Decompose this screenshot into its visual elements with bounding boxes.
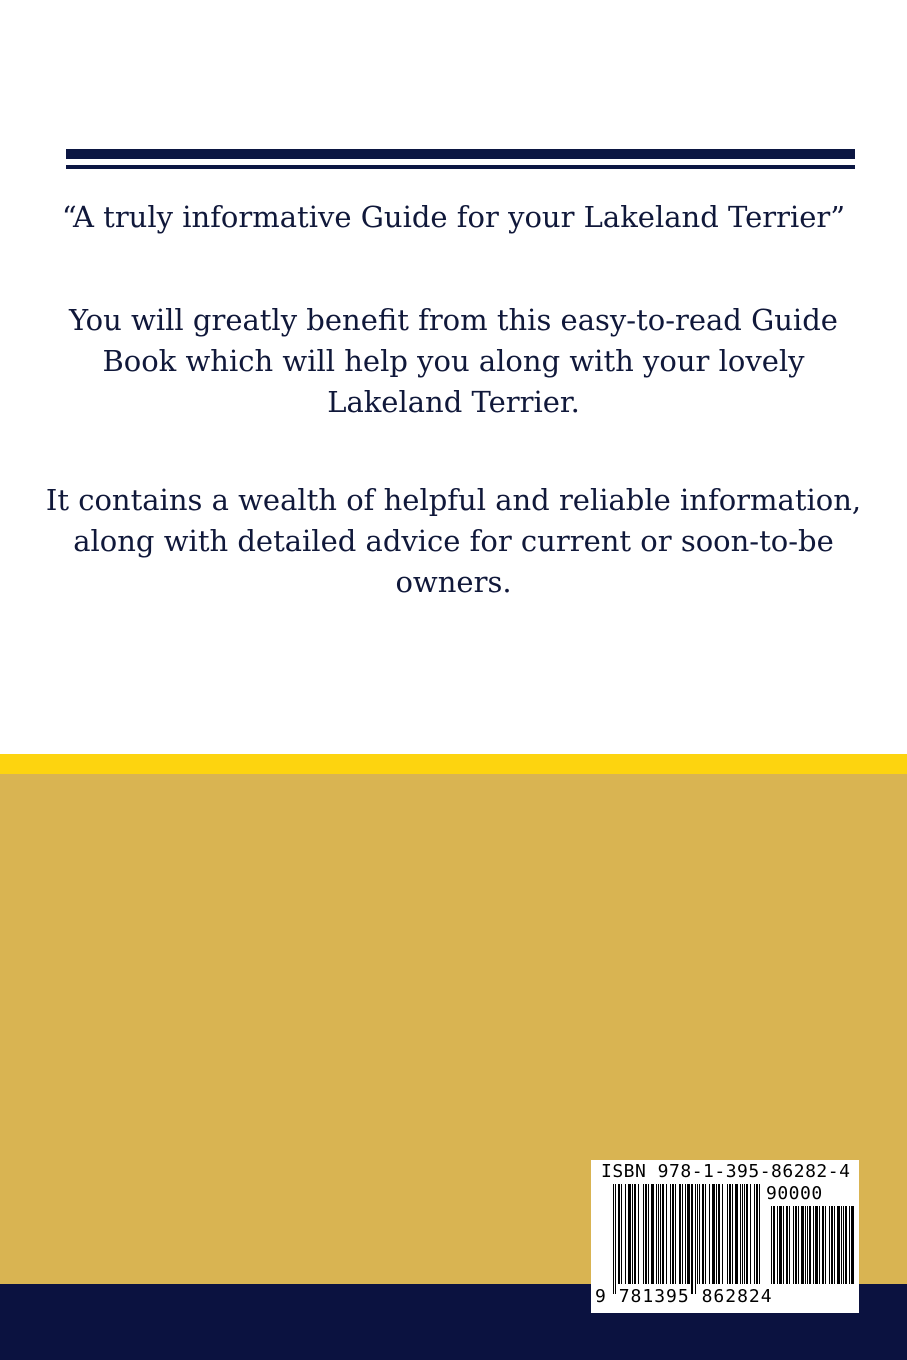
barcode-bar	[740, 1184, 741, 1284]
ean-lead-digit: 9	[595, 1286, 607, 1307]
barcode-bar	[845, 1206, 847, 1284]
barcode-bar	[643, 1184, 644, 1284]
description-line: Book which will help you along with your lovely	[102, 344, 805, 378]
top-rule-thin	[66, 165, 855, 169]
top-rule-thick	[66, 149, 855, 159]
barcode-bar	[615, 1184, 616, 1294]
barcode-bar	[841, 1206, 842, 1284]
barcode-bar	[672, 1184, 674, 1284]
addon-barcode-bars	[771, 1206, 855, 1294]
barcode-bar	[843, 1206, 844, 1284]
barcode-bar	[648, 1184, 649, 1284]
barcode-bar	[783, 1206, 784, 1284]
ean-left-digits: 781395	[618, 1286, 690, 1307]
barcode-bar	[685, 1184, 686, 1284]
barcode-bar	[632, 1184, 633, 1284]
ean-barcode-bars	[613, 1184, 761, 1294]
barcode-bar	[621, 1184, 622, 1284]
description-line: You will greatly benefit from this easy-to-read Guide	[69, 303, 838, 337]
barcode-bar	[628, 1184, 631, 1284]
barcode-bar	[645, 1184, 647, 1284]
barcode-bar	[670, 1184, 671, 1284]
barcode-bar	[658, 1184, 659, 1284]
barcode-bar	[793, 1206, 794, 1284]
barcode-bar	[687, 1184, 690, 1284]
barcode-bar	[756, 1184, 758, 1284]
barcode-bar	[727, 1184, 728, 1284]
barcode-bar	[746, 1184, 748, 1284]
barcode-bar	[805, 1206, 806, 1284]
barcode-bar	[613, 1184, 614, 1294]
barcode-bar	[718, 1184, 720, 1284]
barcode-bar	[716, 1184, 717, 1284]
description-line: Lakeland Terrier.	[327, 385, 580, 419]
ean-digits	[595, 1286, 773, 1307]
barcode-bar	[789, 1206, 790, 1284]
isbn-barcode	[591, 1160, 859, 1313]
description-paragraph-1	[0, 300, 907, 423]
barcode-bar	[702, 1184, 704, 1284]
isbn-label: ISBN 978-1-395-86282-4	[601, 1161, 851, 1182]
barcode-bar	[759, 1184, 760, 1284]
description-line: owners.	[395, 565, 512, 599]
barcode-bar	[656, 1184, 657, 1284]
barcode-bar	[798, 1206, 799, 1284]
barcode-bar	[742, 1184, 743, 1284]
barcode-bar	[834, 1206, 835, 1284]
barcode-bar	[634, 1184, 636, 1284]
barcode-bar	[709, 1184, 710, 1284]
barcode-bar	[735, 1184, 738, 1284]
cover-quote: “A truly informative Guide for your Lakeland Terrier”	[61, 200, 846, 234]
ean-right-digits: 862824	[701, 1286, 773, 1307]
barcode-bar	[750, 1184, 751, 1284]
barcode-bar	[819, 1206, 820, 1284]
barcode-bar	[849, 1206, 850, 1284]
barcode-bar	[822, 1206, 824, 1284]
barcode-bar	[691, 1184, 693, 1294]
barcode-bar	[675, 1184, 676, 1284]
barcode-bar	[779, 1206, 782, 1284]
barcode-bar	[695, 1184, 696, 1294]
barcode-bar	[786, 1206, 788, 1284]
barcode-bar	[754, 1184, 755, 1284]
barcode-bar	[777, 1206, 778, 1284]
barcode-bar	[712, 1184, 715, 1284]
price-addon-code: 90000	[766, 1183, 823, 1204]
barcode-bar	[697, 1184, 698, 1284]
barcode-bar	[829, 1206, 830, 1284]
barcode-bar	[773, 1206, 775, 1284]
barcode-bar	[837, 1206, 840, 1284]
barcode-bar	[682, 1184, 683, 1284]
barcode-bar	[722, 1184, 723, 1284]
barcode-bar	[807, 1206, 808, 1284]
barcode-bar	[729, 1184, 731, 1284]
yellow-stripe	[0, 754, 907, 774]
barcode-bar	[815, 1206, 818, 1284]
barcode-bar	[795, 1206, 797, 1284]
barcode-bar	[625, 1184, 626, 1284]
description-paragraph-2	[0, 480, 907, 603]
barcode-bar	[771, 1206, 772, 1284]
barcode-bar	[801, 1206, 804, 1284]
barcode-bar	[809, 1206, 811, 1284]
barcode-bar	[851, 1206, 854, 1284]
description-line: along with detailed advice for current or soon-to-be	[73, 524, 834, 558]
barcode-bar	[660, 1184, 661, 1284]
barcode-bar	[732, 1184, 733, 1284]
barcode-bar	[825, 1206, 826, 1284]
barcode-bar	[662, 1184, 664, 1284]
barcode-bar	[744, 1184, 745, 1284]
barcode-bar	[831, 1206, 833, 1284]
description-line: It contains a wealth of helpful and reliable information,	[45, 483, 862, 517]
barcode-bar	[638, 1184, 639, 1284]
barcode-bar	[618, 1184, 620, 1284]
barcode-bar	[666, 1184, 667, 1284]
barcode-bar	[699, 1184, 700, 1284]
barcode-bar	[705, 1184, 706, 1284]
barcode-bar	[679, 1184, 681, 1284]
barcode-bar	[651, 1184, 654, 1284]
barcode-bar	[813, 1206, 814, 1284]
